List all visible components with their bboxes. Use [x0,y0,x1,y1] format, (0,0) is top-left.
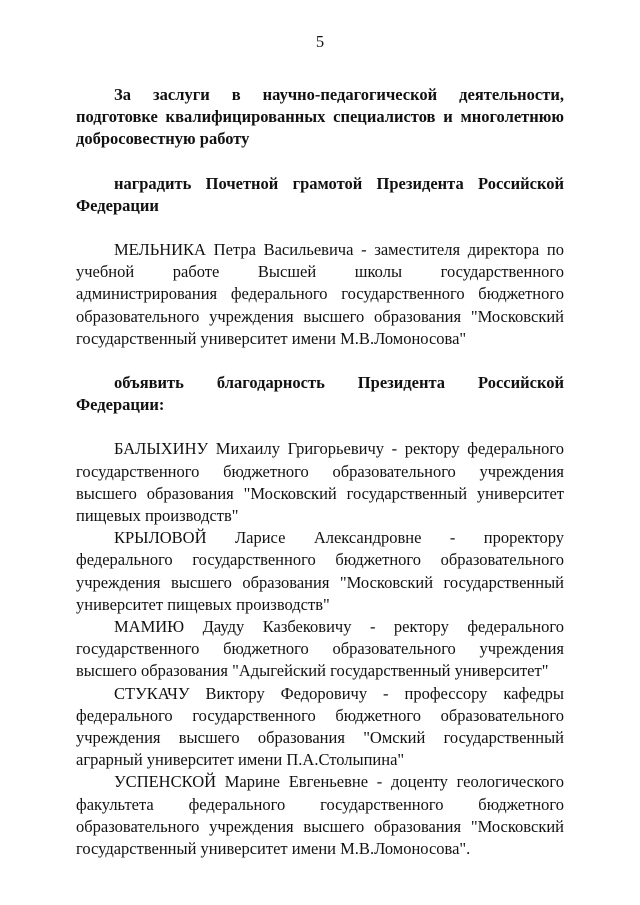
gratitude-recipient-entry: БАЛЫХИНУ Михаилу Григорьевичу - ректору федерального государственного бюджетного образовательного учреждения высшего образования "Московский государственный университет пищевых производств" [76,439,564,526]
page-number: 5 [315,32,325,51]
gratitude-recipients-list [76,438,564,860]
gratitude-recipient-entry: МАМИЮ Дауду Казбековичу - ректору федерального государственного бюджетного образовательного учреждения высшего образования "Адыгейский государственный университет" [76,617,564,681]
document-body [76,84,564,860]
award-heading: наградить Почетной грамотой Президента Российской Федерации [76,173,564,215]
award-recipients-list [76,239,564,350]
gratitude-recipient-entry: КРЫЛОВОЙ Ларисе Александровне - проректору федерального государственного бюджетного образовательного учреждения высшего образования "Московский государственный университет пищевых производств" [76,528,564,614]
gratitude-recipient-entry: УСПЕНСКОЙ Марине Евгеньевне - доценту геологического факультета федерального государственного бюджетного образовательного учреждения высшего образования "Московский государственный университет имени М.В.Ломоносова". [76,772,564,859]
award-recipient-entry: МЕЛЬНИКА Петра Васильевича - заместителя директора по учебной работе Высшей школы государственного администрирования федерального государственного бюджетного образовательного учреждения высшего образования "Московский государственный университет имени М.В.Ломоносова" [76,240,564,348]
gratitude-heading: объявить благодарность Президента Российской Федерации: [76,373,564,415]
preamble-paragraph: За заслуги в научно-педагогической деятельности, подготовке квалифицированных специалистов и многолетнюю добросовестную работу [76,85,564,149]
gratitude-recipient-entry: СТУКАЧУ Виктору Федоровичу - профессору кафедры федерального государственного бюджетного образовательного учреждения высшего образования "Омский государственный аграрный университет имени П.А.Столыпина" [76,683,564,770]
